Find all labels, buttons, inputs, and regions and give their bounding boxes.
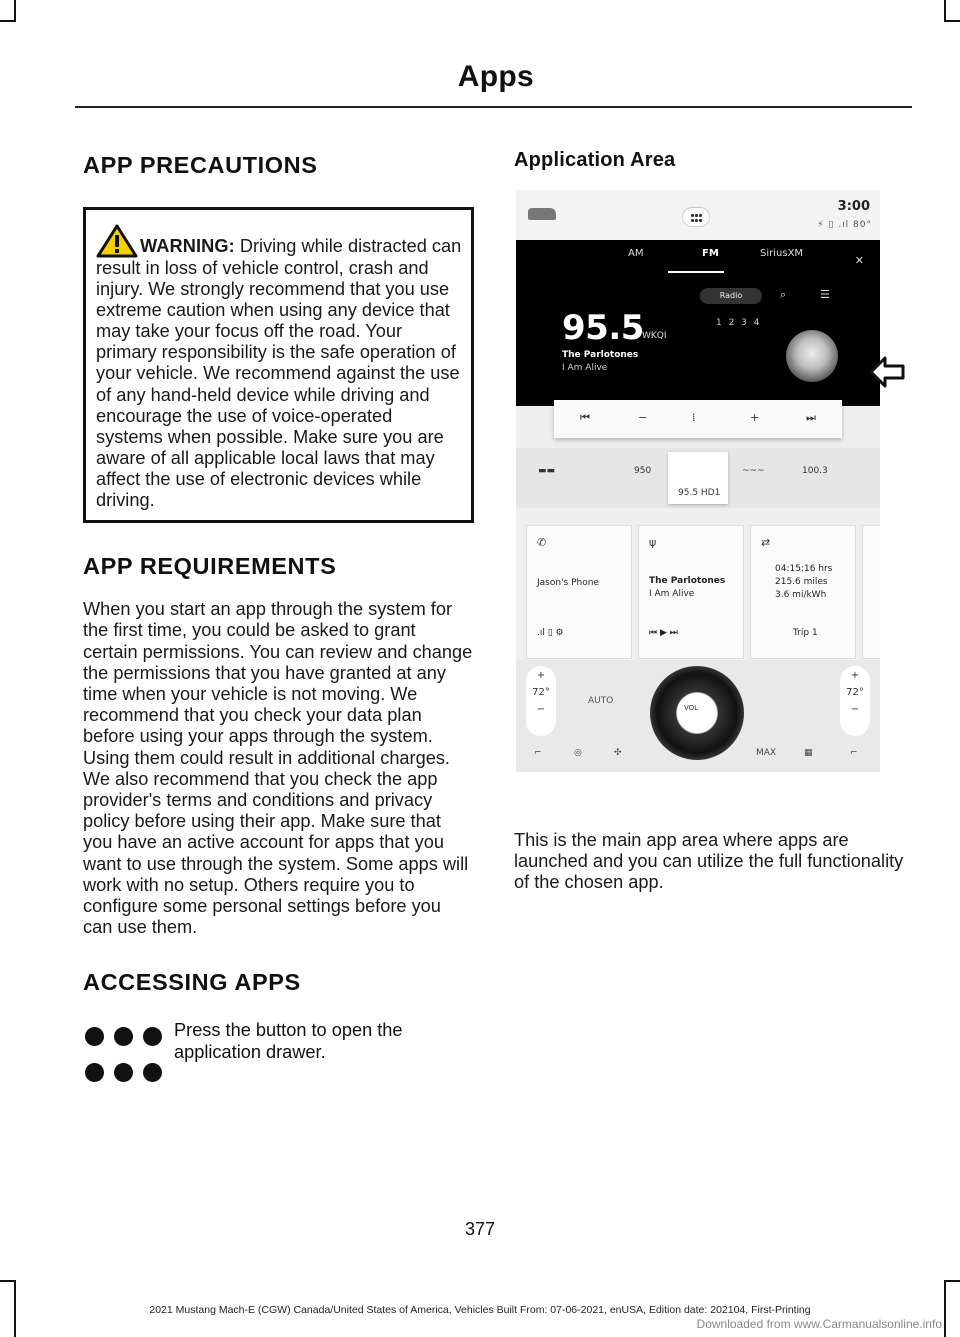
active-tab-indicator (668, 271, 724, 273)
media-artist: The Parlotones (649, 576, 726, 586)
car-icon (528, 208, 556, 220)
tune-up-icon[interactable]: + (750, 411, 760, 424)
passenger-seat-icon[interactable]: ⌐ (850, 748, 858, 758)
preset-950[interactable]: 950 (634, 466, 652, 476)
climate-shortcuts (516, 742, 880, 772)
accessing-apps-text: Press the button to open the application drawer. (174, 1020, 403, 1062)
crop-mark-bottom-right-horizontal (944, 1280, 960, 1282)
footer-edition-line: 2021 Mustang Mach-E (CGW) Canada/United States of America, Vehicles Built From: 07-06-2021, enUSA, Edition date: 202104, First-Printing (149, 1304, 811, 1316)
warning-text: Driving while distracted can result in loss of vehicle control, crash and injury. We strongly recommend that you use extreme caution when using any device that may take your focus off the road. Your primary responsibility is the safe operation of your vehicle. We recommend against the use of any hand-held device while driving and encourage the use of voice-operated systems when possible. Make sure you are aware of all applicable local laws that may affect the use of electronic devices while driving. (96, 236, 462, 511)
page-header-title: Apps (457, 60, 534, 93)
page-number: 377 (464, 1219, 496, 1239)
rear-defrost-icon[interactable]: ▦ (804, 748, 813, 758)
crop-mark-top-right-horizontal (944, 20, 960, 22)
transport-controls (554, 400, 842, 438)
callout-arrow-icon (869, 354, 905, 390)
phone-icon: ✆ (537, 536, 547, 549)
tab-fm[interactable]: FM (702, 248, 719, 259)
requirements-heading: APP REQUIREMENTS (83, 553, 337, 580)
phone-name: Jason's Phone (537, 578, 599, 588)
app-drawer-icon (85, 1027, 163, 1085)
status-icons: ⚡ ▯ .ıl 80° (817, 220, 872, 230)
application-area-paragraph: This is the main app area where apps are launched and you can utilize the full functionality of the chosen app. (514, 830, 904, 893)
steering-heat-icon[interactable]: ◎ (574, 748, 582, 758)
max-defrost-button[interactable]: MAX (756, 748, 777, 758)
station-callsign: WKQI (642, 331, 667, 341)
media-controls[interactable]: ⏮ ▶ ⏭ (649, 628, 678, 638)
album-art (786, 330, 838, 382)
station-frequency: 95.5 (562, 308, 644, 348)
signal-icon: .ıl ▯ ⚙ (537, 628, 564, 638)
passenger-temp-control[interactable]: + 72° − (840, 666, 870, 736)
crop-mark-top-left-vertical (14, 0, 16, 22)
app-drawer-button[interactable] (682, 207, 710, 227)
warning-box (83, 207, 474, 523)
preset-logo-1[interactable]: ▬▬ (538, 466, 556, 476)
requirements-paragraph: When you start an app through the system for the first time, you could be asked to grant certain permissions. You can review and change the permissions that you have granted at any time when your vehicle is not moving. We recommend that you check your data plan before using your apps through the system. Using them could result in additional charges. We also recommend that you check the app provider's terms and conditions and privacy policy before using their app. Make sure that you have an active account for apps that you want to use through the system. Some apps will work with no setup. Others require you to configure some personal settings before you can use them. (83, 599, 473, 938)
warning-label: WARNING: (140, 236, 235, 256)
equalizer-icon[interactable]: ☰ (820, 288, 830, 301)
crop-mark-top-left-horizontal (0, 20, 16, 22)
search-icon[interactable]: ⌕ (780, 288, 787, 301)
header-rule (75, 106, 912, 108)
passenger-temp: 72° (846, 687, 864, 698)
status-time: 3:00 (837, 199, 870, 214)
warning-triangle-icon (96, 224, 138, 258)
now-playing-song: I Am Alive (562, 363, 608, 373)
band-tabs (516, 246, 880, 266)
status-bar (516, 190, 880, 240)
touchscreen-illustration (516, 190, 880, 772)
preset-logo-2[interactable]: ~~~ (742, 466, 765, 476)
trip-time: 04:15:16 hrs (775, 564, 833, 574)
trip-card[interactable] (750, 525, 856, 659)
hd-channel-row: 1 2 3 4 (716, 318, 762, 328)
watermark: Downloaded from www.Carmanualsonline.info (696, 1317, 942, 1331)
now-playing-artist: The Parlotones (562, 350, 639, 360)
driver-temp: 72° (532, 687, 550, 698)
seat-heat-icon[interactable]: ⌐ (534, 748, 542, 758)
preset-bar (516, 448, 880, 508)
tune-down-icon[interactable]: − (638, 411, 648, 424)
climate-bar (516, 660, 880, 772)
volume-label: VOL (684, 704, 699, 712)
trip-label: Trip 1 (793, 628, 818, 638)
tab-siriusxm[interactable]: SiriusXM (760, 248, 804, 259)
crop-mark-bottom-left-horizontal (0, 1280, 16, 1282)
radio-source-chip[interactable]: Radio (700, 288, 762, 304)
media-card[interactable] (638, 525, 744, 659)
tab-am[interactable]: AM (628, 248, 644, 259)
trip-icon: ⇄ (761, 536, 771, 549)
auto-climate-button[interactable]: AUTO (588, 696, 614, 706)
crop-mark-top-right-vertical (944, 0, 946, 22)
scan-icon[interactable]: ⁞ (692, 411, 696, 424)
accessing-heading: ACCESSING APPS (83, 969, 301, 996)
preset-955-hd1[interactable]: 95.5 HD1 (678, 488, 721, 498)
accessing-apps-row (83, 1022, 474, 1092)
seek-back-icon[interactable]: ⏮ (580, 411, 590, 424)
preset-1003[interactable]: 100.3 (802, 466, 828, 476)
driver-temp-control[interactable]: + 72° − (526, 666, 556, 736)
media-song: I Am Alive (649, 589, 695, 599)
left-column (83, 140, 474, 1092)
precautions-heading: APP PRECAUTIONS (83, 152, 318, 178)
radio-app-pane (516, 240, 880, 406)
app-cards (516, 525, 880, 659)
collapse-icon[interactable]: ✕ (854, 254, 864, 267)
usb-icon: ψ (649, 536, 657, 549)
next-card-partial[interactable] (862, 525, 880, 659)
seek-forward-icon[interactable]: ⏭ (806, 411, 816, 424)
application-area-heading: Application Area (514, 149, 676, 171)
trip-efficiency: 3.6 mi/kWh (775, 590, 827, 600)
trip-distance: 215.6 miles (775, 577, 828, 587)
fan-icon[interactable]: ✣ (614, 748, 622, 758)
phone-card[interactable] (526, 525, 632, 659)
right-column (514, 140, 914, 172)
